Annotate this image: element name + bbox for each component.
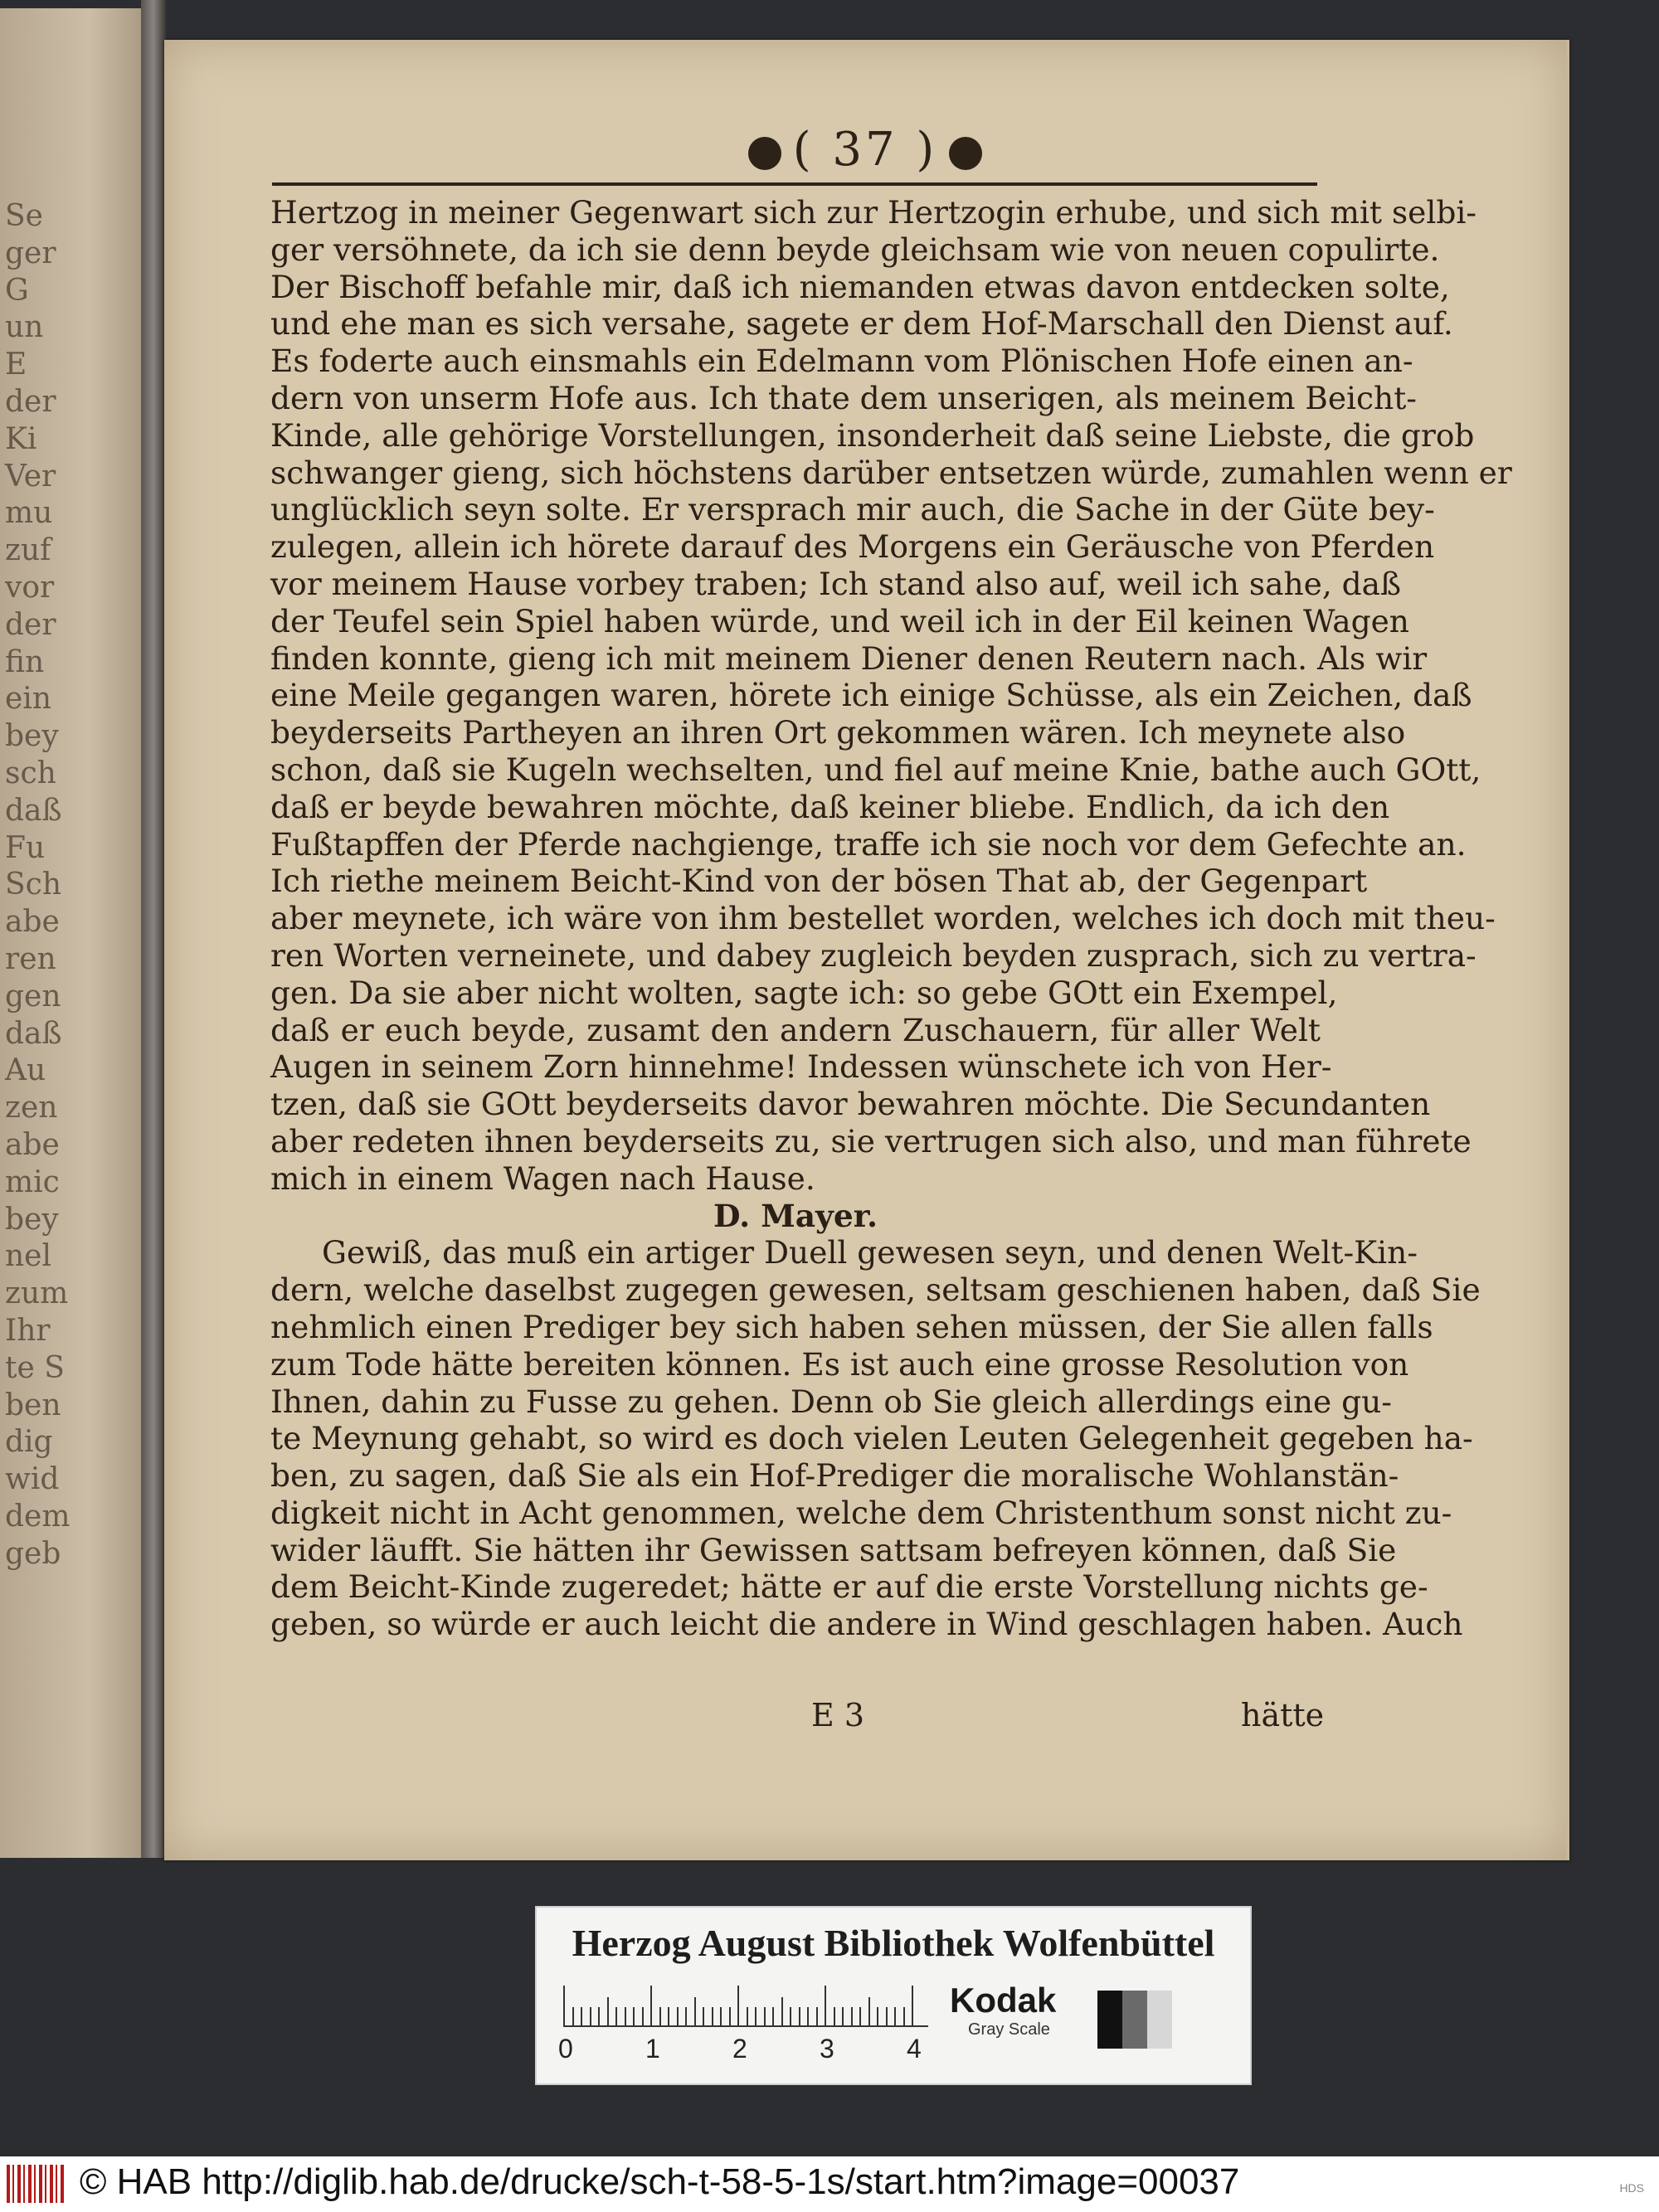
text-line: daß er euch beyde, zusamt den andern Zuschauern, für aller Welt [270,1011,1321,1048]
ruler-tick [886,2007,888,2025]
page-number [164,123,1566,177]
fragment-text: ger [5,236,56,270]
book-page [164,40,1569,1860]
ruler-tick [615,2007,617,2025]
ruler-number: 3 [820,2034,834,2064]
ruler-tick [642,2007,644,2025]
footer-url[interactable]: © HAB http://diglib.hab.de/drucke/sch-t-58-5-1s/start.htm?image=00037 [80,2161,1240,2202]
ruler-tick [903,2007,905,2025]
text-line: Ich riethe meinem Beicht-Kind von der bösen That ab, der Gegenpart [270,863,1368,900]
text-line: beyderseits Partheyen an ihren Ort gekommen wären. Ich meynete also [270,714,1406,751]
card-title: Herzog August Bibliothek Wolfenbüttel [572,1922,1215,1964]
fragment-text: Au [5,1053,46,1088]
text-line: gen. Da sie aber nicht wolten, sagte ich: so gebe GOtt ein Exempel, [270,974,1338,1011]
ruler-tick [851,2007,853,2025]
text-line: zum Tode hätte bereiten können. Es ist auch eine grosse Resolution von [270,1345,1409,1383]
gray-swatches [1097,1991,1172,2049]
fragment-text: te S [5,1350,65,1385]
ruler-tick [825,1986,826,2025]
fragment-text: wid [5,1462,60,1497]
ruler-tick [859,2007,861,2025]
ruler-tick [772,2007,774,2025]
text-line: unglücklich seyn solte. Er versprach mir auch, die Sache in der Güte bey- [270,491,1435,528]
fragment-text: ren [5,942,56,976]
text-line: zulegen, allein ich hörete darauf des Morgens ein Geräusche von Pferden [270,528,1435,566]
text-line: der Teufel sein Spiel haben würde, und weil ich in der Eil keinen Wagen [270,602,1409,639]
fragment-text: nel [5,1239,52,1274]
text-line: aber meynete, ich wäre von ihm bestellet worden, welches ich doch mit theu- [270,900,1496,937]
fragment-text: ben [5,1388,61,1422]
ruler-tick [790,2007,791,2025]
text-line: und ehe man es sich versahe, sagete er dem Hof-Marschall den Dienst auf. [270,305,1453,343]
ruler-tick [668,2007,669,2025]
text-line: digkeit nicht in Acht genommen, welche dem Christenthum sonst nicht zu- [270,1494,1452,1531]
fragment-text: mic [5,1164,60,1199]
fragment-text: Ki [5,421,37,456]
ruler-tick [685,2007,687,2025]
ornament-icon [949,137,982,170]
text-line: dem Beicht-Kinde zugeredet; hätte er auf die erste Vorstellung nichts ge- [270,1568,1428,1606]
ruler-tick [563,1986,565,2025]
fragment-text: geb [5,1536,61,1571]
gray-scale-label: Gray Scale [968,2020,1050,2039]
ruler-tick [781,1997,783,2025]
text-line: daß er beyde bewahren möchte, daß keiner bliebe. Endlich, da ich den [270,788,1390,825]
fragment-text: vor [5,571,55,605]
fragment-text: daß [5,793,62,828]
fragment-text: Se [5,199,43,233]
fragment-text: Sch [5,868,62,902]
ruler-tick [650,1986,652,2025]
text-line: Hertzog in meiner Gegenwart sich zur Hertzogin erhube, und sich mit selbi- [270,194,1477,231]
fragment-text: der [5,385,56,419]
ruler-scale [563,1984,928,2027]
text-line: Es foderte auch einsmahls ein Edelmann vom Plönischen Hofe einen an- [270,343,1413,380]
ruler-number: 2 [732,2034,747,2064]
text-line: Augen in seinem Zorn hinnehme! Indessen wünschete ich von Her- [270,1048,1332,1086]
ruler-tick [755,2007,757,2025]
page-body [270,194,1512,1643]
ruler-tick [912,1986,913,2025]
signature-mark: E 3 [811,1697,864,1733]
fragment-text: abe [5,905,60,940]
ruler-tick [799,2007,800,2025]
text-line: Ihnen, dahin zu Fusse zu gehen. Denn ob Sie gleich allerdings eine gu- [270,1383,1392,1420]
fragment-text: un [5,310,44,345]
fragment-text: zum [5,1276,69,1311]
ruler-tick [590,2007,591,2025]
speaker-heading: D. Mayer. [713,1197,878,1234]
ruler-tick [747,2007,748,2025]
ruler-number: 1 [645,2034,660,2064]
ruler-tick [816,2007,818,2025]
ruler-number: 0 [558,2034,573,2064]
text-line: dern, welche daselbst zugegen gewesen, seltsam geschienen haben, daß Sie [270,1271,1481,1309]
ruler-tick [659,2007,661,2025]
text-line: mich in einem Wagen nach Hause. [270,1159,815,1197]
ruler-tick [868,1997,870,2025]
ruler-tick [633,2007,635,2025]
fragment-text: dem [5,1500,71,1534]
fragment-text: bey [5,719,59,754]
fragment-text: G [5,273,29,308]
text-line: te Meynung gehabt, so wird es doch vielen Leuten Gelegenheit gegeben ha- [270,1420,1473,1457]
text-line: schwanger gieng, sich höchstens darüber entsetzen würde, zumahlen wenn er [270,454,1512,491]
ornament-icon [748,137,781,170]
ruler-tick [703,2007,704,2025]
ruler-tick [712,2007,713,2025]
text-line: ren Worten verneinete, und dabey zugleich beyden zusprach, sich zu vertra- [270,936,1477,974]
text-line: tzen, daß sie GOtt beyderseits davor bewahren möchte. Die Secundanten [270,1086,1431,1123]
ruler-tick [677,2007,679,2025]
footer-bar [0,2156,1659,2212]
text-line: geben, so würde er auch leicht die andere in Wind geschlagen haben. Auch [270,1606,1463,1643]
text-line: ger versöhnete, da ich sie denn beyde gleichsam wie von neuen copulirte. [270,231,1440,268]
previous-page-fragment [0,8,149,1858]
fragment-text: bey [5,1202,59,1237]
catchword: hätte [1241,1697,1325,1733]
book-spine [141,0,166,1858]
text-line: Kinde, alle gehörige Vorstellungen, insonderheit daß seine Liebste, die grob [270,416,1475,454]
ruler-tick [877,2007,878,2025]
text-line: ben, zu sagen, daß Sie als ein Hof-Prediger die moralische Wohlanstän- [270,1457,1399,1495]
ruler-tick [834,2007,835,2025]
page-number-text: ( 37 ) [792,123,938,177]
kodak-logo: Kodak [950,1981,1057,2020]
ruler-tick [607,1997,609,2025]
text-line: Gewiß, das muß ein artiger Duell gewesen seyn, und denen Welt-Kin- [322,1234,1418,1271]
text-line: eine Meile gegangen waren, hörete ich einige Schüsse, als ein Zeichen, daß [270,677,1472,714]
text-line: dern von unserm Hofe aus. Ich thate dem unserigen, als meinem Beicht- [270,379,1417,416]
text-line: wider läufft. Sie hätten ihr Gewissen sattsam befreyen können, daß Sie [270,1531,1397,1568]
text-line: Fußtapffen der Pferde nachgienge, traffe ich sie noch vor dem Gefechte an. [270,825,1467,863]
fragment-text: Ver [5,459,56,493]
footer-mark: HDS [1619,2181,1644,2195]
text-line: finden konnte, gieng ich mit meinem Diener denen Reutern nach. Als wir [270,639,1428,677]
ruler-tick [581,2007,582,2025]
ruler-tick [764,2007,766,2025]
fragment-text: zuf [5,533,51,568]
ruler-number: 4 [907,2034,922,2064]
text-line: aber redeten ihnen beyderseits zu, sie vertrugen sich also, und man führete [270,1122,1472,1159]
header-rule [272,182,1317,186]
fragment-text: abe [5,1128,60,1162]
ruler-tick [625,2007,626,2025]
fragment-text: der [5,607,56,642]
fragment-text: Fu [5,830,46,865]
ruler-tick [720,2007,722,2025]
fragment-text: zen [5,1091,58,1125]
ruler-tick [737,1986,739,2025]
fragment-text: gen [5,979,61,1014]
barcode-icon [7,2165,65,2203]
ruler-tick [807,2007,809,2025]
text-line: schon, daß sie Kugeln wechselten, und fiel auf meine Knie, bathe auch GOtt, [270,751,1481,788]
text-line: Der Bischoff befahle mir, daß ich niemanden etwas davon entdecken solte, [270,268,1450,305]
fragment-text: daß [5,1016,62,1051]
fragment-text: dig [5,1425,53,1460]
fragment-text: sch [5,756,56,790]
ruler-tick [694,1997,696,2025]
color-calibration-card [535,1906,1252,2085]
fragment-text: ein [5,682,52,717]
ruler-tick [598,2007,600,2025]
ruler-tick [729,2007,731,2025]
text-line: vor meinem Hause vorbey traben; Ich stand also auf, weil ich sahe, daß [270,565,1402,602]
ruler-tick [572,2007,574,2025]
fragment-text: E [5,348,27,382]
ruler-tick [894,2007,896,2025]
text-line: nehmlich einen Prediger bey sich haben sehen müssen, der Sie allen falls [270,1308,1433,1345]
fragment-text: Ihr [5,1314,51,1348]
fragment-text: mu [5,496,53,531]
ruler-tick [842,2007,844,2025]
fragment-text: fin [5,644,45,679]
